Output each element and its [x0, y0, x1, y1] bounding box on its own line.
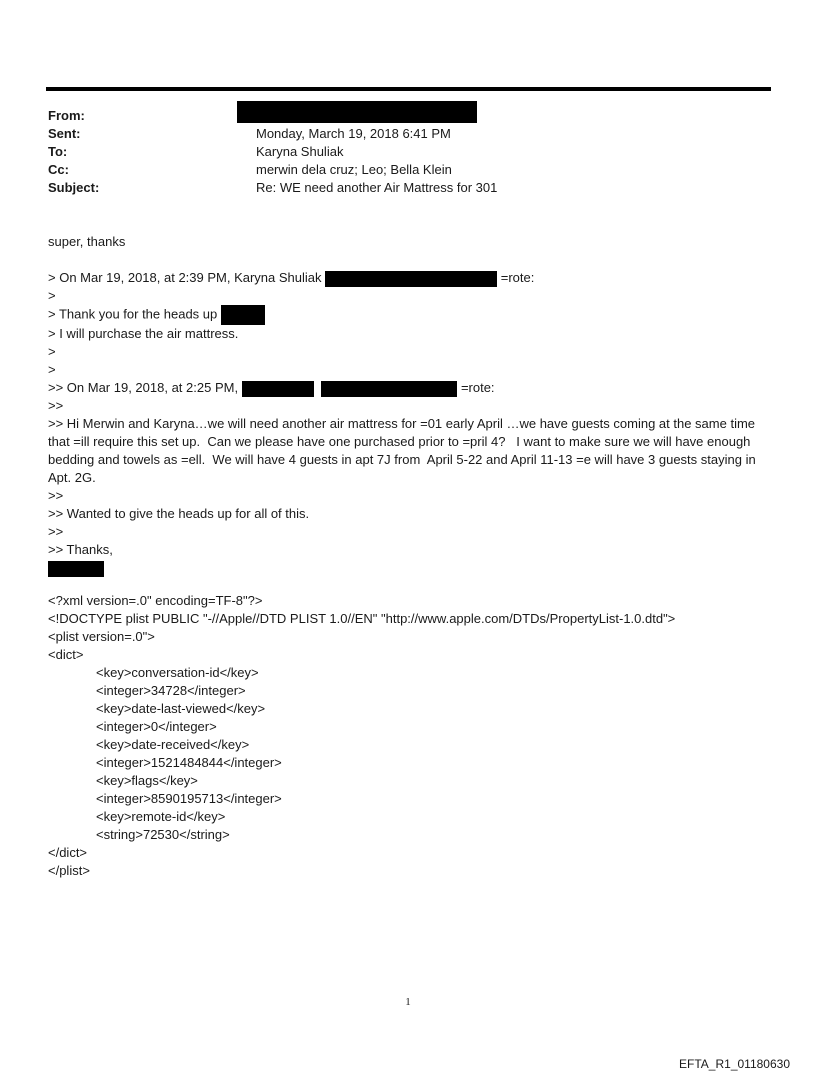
redaction-q1-email [325, 271, 497, 287]
xml-line: </dict> [48, 845, 88, 860]
xml-line: <integer>34728</integer> [96, 683, 246, 698]
xml-line: <key>date-last-viewed</key> [96, 701, 266, 716]
quote2-thanks: >> Thanks, [48, 542, 113, 557]
xml-line: <!DOCTYPE plist PUBLIC "-//Apple//DTD PLIST 1.0//EN" "http://www.apple.com/DTDs/PropertyList-1.0.dtd"> [48, 611, 676, 626]
subject-row [48, 179, 497, 197]
quote1-line: > I will purchase the air mattress. [48, 326, 239, 341]
to-value: Karyna Shuliak [256, 144, 344, 159]
xml-line: <string>72530</string> [96, 827, 230, 842]
quote2-header-text: >> On Mar 19, 2018, at 2:25 PM, [48, 380, 239, 395]
cc-label: Cc: [48, 162, 69, 177]
xml-line: <key>conversation-id</key> [96, 665, 259, 680]
from-label: From: [48, 108, 85, 123]
redaction-from [237, 101, 477, 123]
email-body [48, 233, 778, 577]
quote2-blank: >> [48, 398, 64, 413]
quote2-header [48, 379, 778, 397]
sent-value: Monday, March 19, 2018 6:41 PM [256, 126, 451, 141]
xml-line: <integer>0</integer> [96, 719, 217, 734]
xml-line: <plist version=.0"> [48, 629, 155, 644]
cc-row [48, 161, 497, 179]
email-header [48, 107, 497, 197]
redaction-signature [48, 561, 104, 577]
xml-line: <key>date-received</key> [96, 737, 250, 752]
quote2-blank: >> [48, 524, 64, 539]
quote1-header-text: > On Mar 19, 2018, at 2:39 PM, Karyna Shuliak [48, 270, 322, 285]
redaction-q2-name [242, 381, 314, 397]
plist-block [48, 592, 675, 880]
quote1-blank: > [48, 344, 56, 359]
xml-line: </plist> [48, 863, 90, 878]
header-rule [46, 87, 771, 91]
quote1-blank: > [48, 288, 56, 303]
quote2-blank: >> [48, 488, 64, 503]
xml-line: <key>remote-id</key> [96, 809, 226, 824]
page-number: 1 [405, 996, 411, 1008]
xml-line: <integer>1521484844</integer> [96, 755, 282, 770]
quote2-paragraph: >> Hi Merwin and Karyna…we will need another air mattress for =01 early April …we have guests coming at the same time that =ill require this set up. Can we please have one purchased prior to =pril 4? I want to make sure we will have enough bedding and towels as =ell. We will have 4 guests in apt 7J from April 5-22 and April 11-13 =e will have 3 guests staying in Apt. 2G. [48, 416, 759, 485]
xml-line: <?xml version=.0" encoding=TF-8"?> [48, 593, 263, 608]
redaction-q1-name [221, 305, 265, 325]
sent-row [48, 125, 497, 143]
from-row [48, 107, 497, 125]
quote1-heads-up: > Thank you for the heads up [48, 306, 218, 322]
subject-label: Subject: [48, 180, 100, 195]
quote2-header-rote: =rote: [460, 380, 495, 395]
quote2-line: >> Wanted to give the heads up for all of this. [48, 506, 310, 521]
document-id: EFTA_R1_01180630 [679, 1057, 790, 1071]
quote1-blank: > [48, 362, 56, 377]
quote1-header-rote: =rote: [500, 270, 535, 285]
redaction-q2-email [321, 381, 457, 397]
xml-line: <key>flags</key> [96, 773, 198, 788]
signature-line [48, 559, 778, 577]
quote1-header [48, 269, 778, 287]
xml-line: <dict> [48, 647, 84, 662]
reply-text: super, thanks [48, 234, 126, 249]
to-label: To: [48, 144, 68, 159]
quote1-line [48, 305, 778, 325]
to-row [48, 143, 497, 161]
sent-label: Sent: [48, 126, 81, 141]
cc-value: merwin dela cruz; Leo; Bella Klein [256, 162, 452, 177]
xml-line: <integer>8590195713</integer> [96, 791, 282, 806]
subject-value: Re: WE need another Air Mattress for 301 [256, 180, 498, 195]
